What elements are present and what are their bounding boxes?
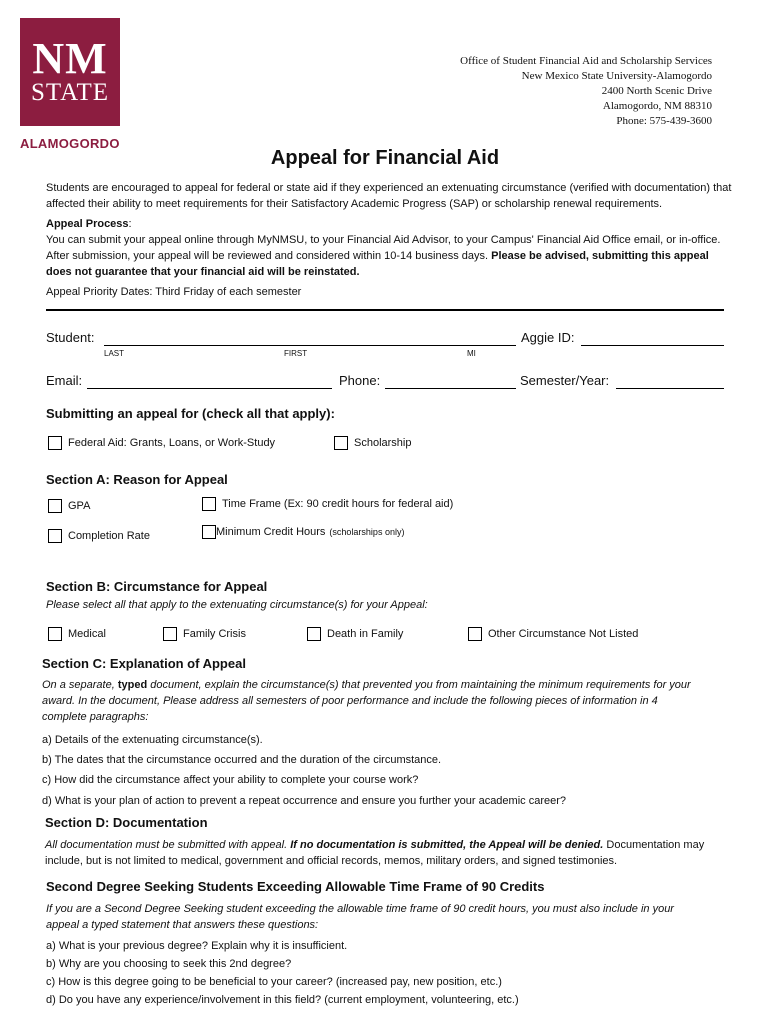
university-name: New Mexico State University-Alamogordo [521,70,712,82]
family-crisis-label: Family Crisis [183,628,246,640]
other-circumstance-checkbox[interactable] [468,627,638,641]
checkbox-box[interactable] [48,627,62,641]
logo-nm: NM [32,34,108,83]
death-in-family-label: Death in Family [327,628,404,640]
section-c-typed: typed [117,679,148,691]
checkbox-box[interactable] [202,497,216,511]
street-address: 2400 North Scenic Drive [601,85,712,97]
email-field[interactable] [87,388,332,389]
section-c-item-b: b) The dates that the circumstance occurred and the duration of the circumstance. [42,754,442,766]
section-b-heading: Section B: Circumstance for Appeal [46,579,268,594]
process-heading: Appeal Process [46,218,129,230]
federal-aid-label: Federal Aid: Grants, Loans, or Work-Study [68,437,276,449]
checkbox-box[interactable] [163,627,177,641]
email-label: Email: [46,373,83,388]
student-name-field[interactable] [104,345,516,346]
logo-mark [20,18,120,126]
second-degree-item-a: a) What is your previous degree? Explain why it is insufficient. [46,940,348,952]
min-credit-checkbox[interactable] [202,525,404,539]
city-state-zip: Alamogordo, NM 88310 [602,100,712,112]
checkbox-box[interactable] [468,627,482,641]
min-credit-note: (scholarships only) [329,527,405,537]
priority-dates: Appeal Priority Dates: Third Friday of each semester [46,286,302,298]
office-phone: Phone: 575-439-3600 [616,115,712,127]
student-label: Student: [46,330,95,345]
last-name-caption: LAST [104,349,125,358]
phone-label: Phone: [339,373,381,388]
divider [46,309,724,311]
checkbox-box[interactable] [48,529,62,543]
logo-campus: ALAMOGORDO [20,136,120,151]
page-title: Appeal for Financial Aid [270,147,500,169]
checkbox-box[interactable] [334,436,348,450]
min-credit-label: Minimum Credit Hours [216,526,326,538]
time-frame-checkbox[interactable] [202,497,453,511]
logo-state: STATE [31,79,109,106]
office-name: Office of Student Financial Aid and Scholarship Services [460,55,712,67]
semester-label: Semester/Year: [520,373,610,388]
first-name-caption: FIRST [284,349,308,358]
second-degree-intro: If you are a Second Degree Seeking student exceeding the allowable time frame of 90 credit hours, you must also include in your appeal a typed statement that answers these questions: [46,903,674,931]
medical-label: Medical [68,628,106,640]
section-c-item-d: d) What is your plan of action to prevent a repeat occurrence and ensure you further your academic career? [42,795,567,807]
section-a-heading: Section A: Reason for Appeal [46,472,228,487]
second-degree-item-d: d) Do you have any experience/involvement in this field? (current employment, volunteering, etc.) [46,994,519,1006]
checkbox-box[interactable] [307,627,321,641]
process-warning: Please be advised, submitting this appeal does not guarantee that your financial aid will be reinstated. [46,250,709,278]
second-degree-item-c: c) How is this degree going to be beneficial to your career? (increased pay, new position, etc.) [46,976,502,988]
office-address [460,54,712,129]
scholarship-checkbox[interactable] [334,436,411,450]
medical-checkbox[interactable] [48,627,106,641]
section-d-heading: Section D: Documentation [45,815,208,830]
aggie-id-field[interactable] [581,345,724,346]
semester-field[interactable] [616,388,724,389]
section-d-body: Documentation may include, but is not limited to medical, government and official records, memos, military orders, and signed testimonies. [45,839,705,867]
process-text: You can submit your appeal online through MyNMSU, to your Financial Aid Advisor, to your Campus' Financial Aid Office email, or in-office. After submission, your appeal will be reviewed and considered within 10-14 business days. [46,234,721,262]
section-b-instruction: Please select all that apply to the extenuating circumstance(s) for your Appeal: [46,599,428,611]
other-circumstance-label: Other Circumstance Not Listed [488,628,639,640]
checkbox-box[interactable] [48,499,62,513]
time-frame-label: Time Frame (Ex: 90 credit hours for federal aid) [222,498,454,510]
section-c-heading: Section C: Explanation of Appeal [42,656,246,671]
second-degree-item-b: b) Why are you choosing to seek this 2nd degree? [46,958,292,970]
submitting-heading: Submitting an appeal for (check all that apply): [46,406,335,421]
federal-aid-checkbox[interactable] [48,436,275,450]
mi-caption: MI [467,349,476,358]
nmsu-logo [20,18,130,151]
gpa-checkbox[interactable] [48,499,90,513]
section-d-text [45,837,705,869]
section-c-intro [42,677,692,725]
section-d-italic: All documentation must be submitted with appeal. [45,839,288,851]
aggie-id-label: Aggie ID: [521,330,575,345]
second-degree-heading: Second Degree Seeking Students Exceeding Allowable Time Frame of 90 Credits [46,879,545,894]
death-in-family-checkbox[interactable] [307,627,403,641]
checkbox-box[interactable] [202,525,216,539]
scholarship-label: Scholarship [354,437,412,449]
family-crisis-checkbox[interactable] [163,627,246,641]
phone-field[interactable] [385,388,516,389]
completion-rate-label: Completion Rate [68,530,150,542]
completion-rate-checkbox[interactable] [48,529,150,543]
checkbox-box[interactable] [48,436,62,450]
section-d-warning: If no documentation is submitted, the Appeal will be denied. [290,839,604,851]
section-c-intro-a: On a separate, [42,679,118,691]
appeal-process: Appeal Process: You can submit your appeal online through MyNMSU, to your Financial Aid Advisor, to your Campus' Financial Aid Office email, or in-office. After submission, your appeal will be reviewed and considered within 10-14 business days. Please be advised, submitting this appeal does not guarantee that your financial aid will be reinstated. [46,218,721,278]
intro-paragraph: Students are encouraged to appeal for federal or state aid if they experienced an extenuating circumstance (verified with documentation) that affected their ability to meet requirements for their Satisfactory Academic Progress (SAP) or scholarship renewal requirements. [46,182,732,210]
gpa-label: GPA [68,500,91,512]
section-c-intro-c: document, explain the circumstance(s) that prevented you from maintaining the minimum requirements for your award. In the document, Please address all semesters of poor performance and include the following pieces of information in 4 complete paragraphs: [42,679,691,723]
section-c-item-c: c) How did the circumstance affect your ability to complete your course work? [42,774,419,786]
section-c-item-a: a) Details of the extenuating circumstance(s). [42,734,263,746]
